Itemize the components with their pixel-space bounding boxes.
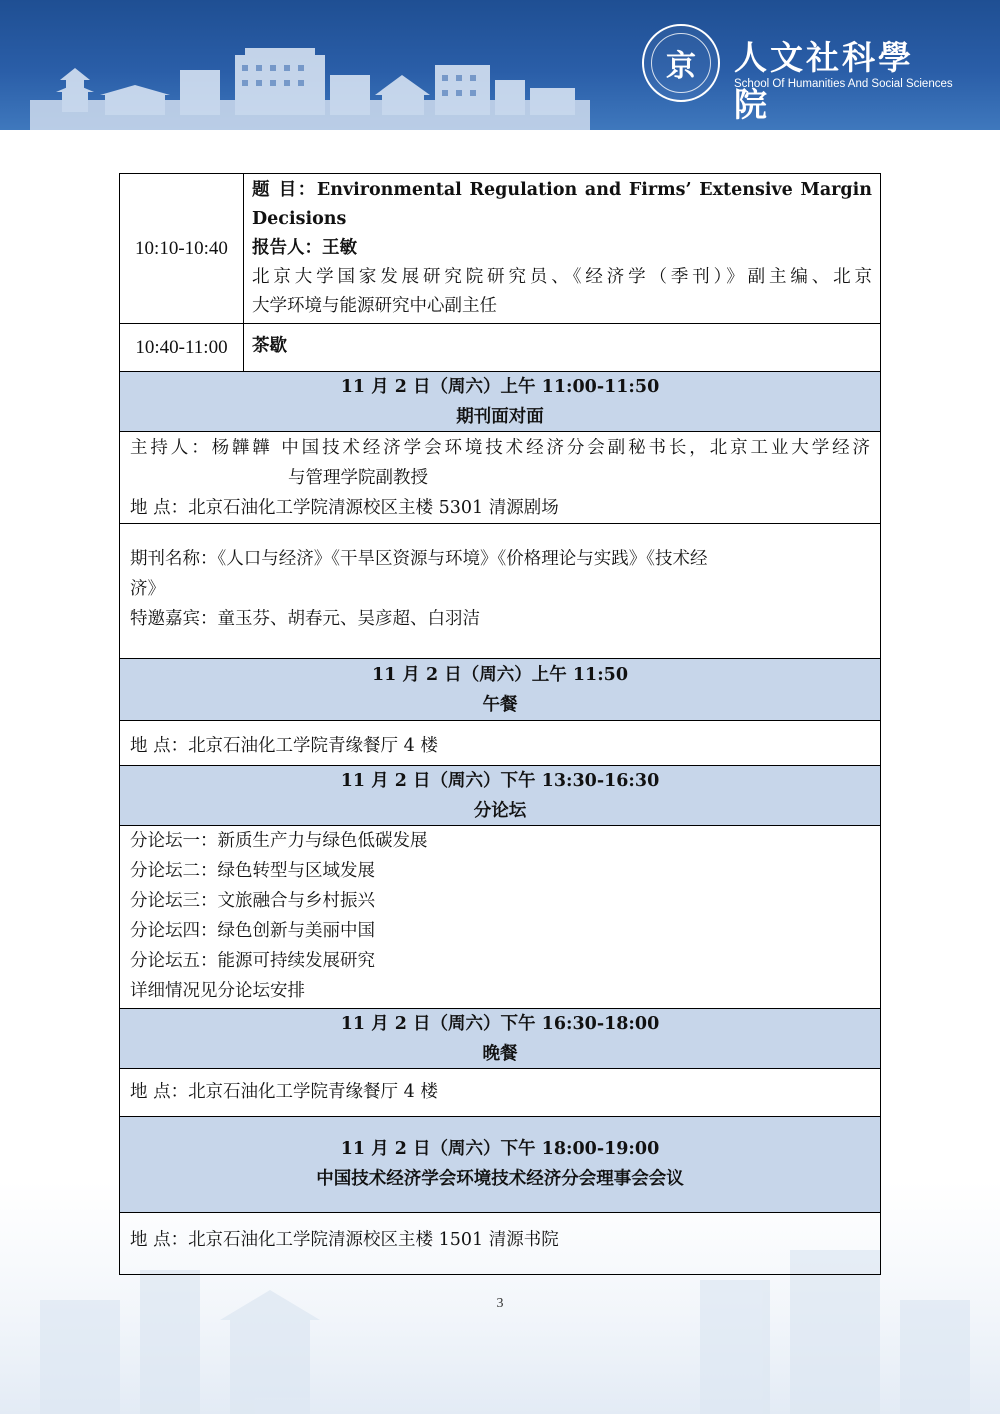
journal-session-header bbox=[120, 371, 880, 431]
talk-details bbox=[244, 174, 880, 323]
dinner-header bbox=[120, 1008, 880, 1068]
council-title: 中国技术经济学会环境技术经济分会理事会会议 bbox=[316, 1169, 684, 1189]
council-location bbox=[120, 1212, 880, 1274]
talk-title-line1: 题 目：Environmental Regulation and Firms’ Extensive Margin bbox=[252, 180, 872, 200]
dinner-title: 晚餐 bbox=[482, 1044, 518, 1064]
forum-item: 分论坛五：能源可持续发展研究 bbox=[130, 951, 375, 971]
school-name-english: School Of Humanities And Social Sciences bbox=[734, 78, 953, 90]
school-name-chinese: 人文社科學院 bbox=[734, 38, 914, 124]
forum-item: 分论坛四：绿色创新与美丽中国 bbox=[130, 921, 375, 941]
journal-guests: 特邀嘉宾：童玉芬、胡春元、吴彦超、白羽洁 bbox=[130, 609, 480, 629]
schedule-table bbox=[119, 173, 881, 1275]
talk-title-line2: Decisions bbox=[252, 209, 347, 229]
lunch-header bbox=[120, 658, 880, 720]
talk-row bbox=[120, 174, 880, 323]
school-emblem-icon bbox=[642, 24, 720, 102]
journal-names-line2: 济》 bbox=[130, 579, 165, 599]
header-banner bbox=[0, 0, 1000, 130]
tea-break-time: 10:40-11:00 bbox=[120, 324, 244, 371]
forum-item: 分论坛一：新质生产力与绿色低碳发展 bbox=[130, 831, 428, 851]
council-date: 11 月 2 日（周六）下午 18:00-19:00 bbox=[340, 1139, 660, 1159]
talk-affiliation-line1: 北京大学国家发展研究院研究员、《经济学（季刊）》副主编、北京 bbox=[252, 267, 872, 287]
journal-location: 地 点：北京石油化工学院清源校区主楼 5301 清源剧场 bbox=[130, 498, 559, 518]
forums-note: 详细情况见分论坛安排 bbox=[130, 981, 305, 1001]
forum-item: 分论坛二：绿色转型与区域发展 bbox=[130, 861, 375, 881]
talk-speaker: 报告人：王敏 bbox=[252, 238, 357, 258]
dinner-location bbox=[120, 1068, 880, 1116]
forum-item: 分论坛三：文旅融合与乡村振兴 bbox=[130, 891, 375, 911]
journal-session-date: 11 月 2 日（周六）上午 11:00-11:50 bbox=[340, 377, 660, 397]
school-logo bbox=[642, 24, 953, 124]
lunch-title: 午餐 bbox=[482, 695, 518, 715]
page-number: 3 bbox=[496, 1296, 504, 1311]
journal-session-title: 期刊面对面 bbox=[456, 407, 544, 427]
forums-title: 分论坛 bbox=[473, 801, 527, 821]
journal-host-line1: 主持人：杨韡韡 中国技术经济学会环境技术经济分会副秘书长，北京工业大学经济 bbox=[130, 438, 870, 458]
journal-names-line1: 期刊名称：《人口与经济》《干旱区资源与环境》《价格理论与实践》《技术经 bbox=[130, 549, 708, 569]
lunch-location bbox=[120, 720, 880, 765]
tea-break-row bbox=[120, 323, 880, 371]
talk-affiliation-line2: 大学环境与能源研究中心副主任 bbox=[252, 296, 497, 316]
journal-session-host-location bbox=[120, 431, 880, 523]
campus-skyline-illustration bbox=[30, 40, 590, 130]
journal-host-line2: 与管理学院副教授 bbox=[288, 468, 428, 488]
forums-date: 11 月 2 日（周六）下午 13:30-16:30 bbox=[340, 771, 660, 791]
talk-time: 10:10-10:40 bbox=[120, 174, 244, 323]
journal-session-journals bbox=[120, 523, 880, 658]
council-header bbox=[120, 1116, 880, 1212]
dinner-location-text: 地 点：北京石油化工学院青缘餐厅 4 楼 bbox=[130, 1082, 438, 1102]
lunch-date: 11 月 2 日（周六）上午 11:50 bbox=[371, 665, 629, 685]
lunch-location-text: 地 点：北京石油化工学院青缘餐厅 4 楼 bbox=[130, 736, 438, 756]
dinner-date: 11 月 2 日（周六）下午 16:30-18:00 bbox=[340, 1014, 660, 1034]
forums-list bbox=[120, 825, 880, 1008]
emblem-character: 京 bbox=[651, 33, 711, 93]
tea-break-label: 茶歇 bbox=[252, 336, 287, 356]
forums-header bbox=[120, 765, 880, 825]
council-location-text: 地 点：北京石油化工学院清源校区主楼 1501 清源书院 bbox=[130, 1230, 559, 1250]
